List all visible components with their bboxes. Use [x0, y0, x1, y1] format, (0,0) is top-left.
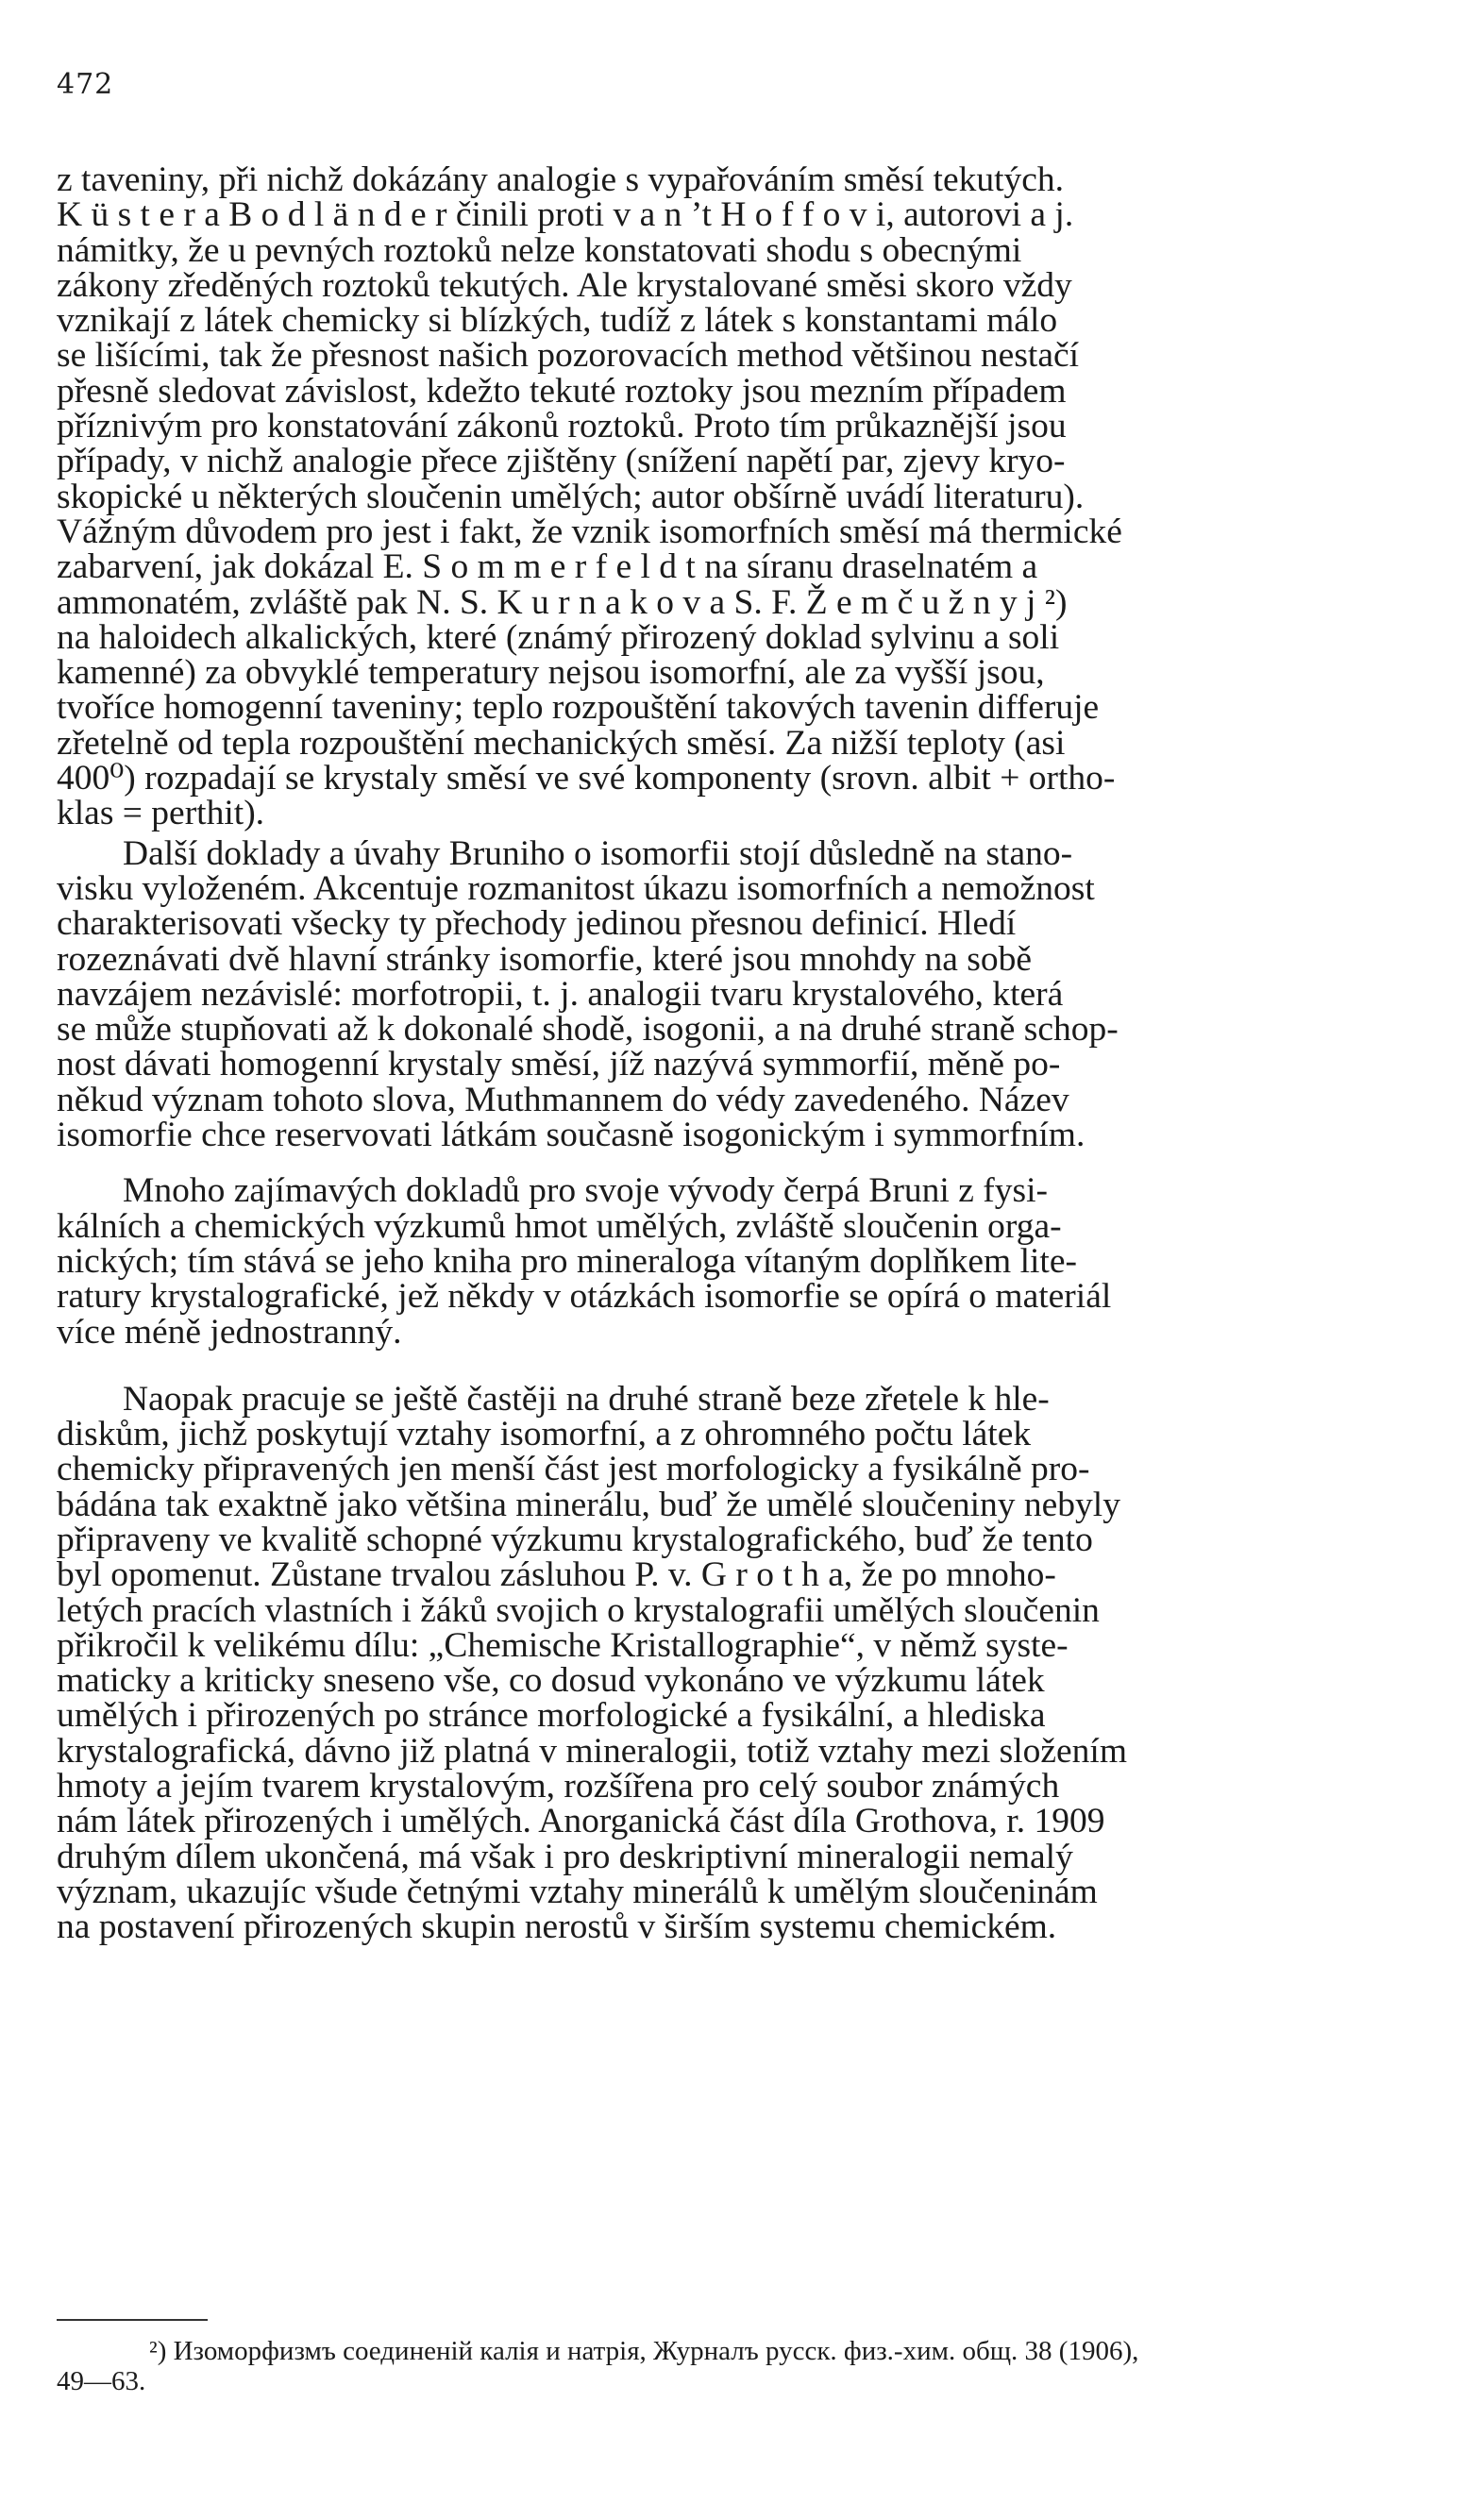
text-line: se lišícími, tak že přesnost našich pozorovacích method většinou nestačí: [57, 336, 1080, 376]
text-line: visku vyloženém. Akcentuje rozmanitost úkazu isomorfních a nemožnost: [57, 868, 1095, 908]
text-line: na haloidech alkalických, které (známý přirozený doklad sylvinu a soli: [57, 617, 1060, 657]
text-line: Mnoho zajímavých dokladů pro svoje vývody čerpá Bruni z fysi-: [123, 1171, 1048, 1211]
paragraph-2: [57, 833, 1435, 1155]
text-line: na postavení přirozených skupin nerostů v širším systemu chemickém.: [57, 1907, 1057, 1947]
text-line: hmoty a jejím tvarem krystalovým, rozšířena pro celý soubor známých: [57, 1767, 1060, 1806]
text-line: námitky, že u pevných roztoků nelze konstatovati shodu s obecnými: [57, 230, 1022, 270]
text-line: chemicky připravených jen menší část jest morfologicky a fysikálně pro-: [57, 1450, 1090, 1489]
text-line: byl opomenut. Zůstane trvalou zásluhou P. v. G r o t h a, že po mnoho-: [57, 1555, 1056, 1595]
text-line: nám látek přirozených i umělých. Anorganická část díla Grothova, r. 1909: [57, 1802, 1105, 1841]
text-line: případy, v nichž analogie přece zjištěny (snížení napětí par, zjevy kryo-: [57, 442, 1066, 481]
paragraph-1: [57, 162, 1435, 832]
footnote-line: ²) Изоморфизмъ соединенiй калiя и натрiя, Журналъ русск. физ.-хим. общ. 38 (1906),: [149, 2336, 1139, 2366]
text-line: nost dávati homogenní krystaly směsí, jíž nazývá symmorfií, měně po-: [57, 1045, 1061, 1084]
text-line: isomorfie chce reservovati látkám současně isogonickým i symmorfním.: [57, 1116, 1086, 1155]
text-line: kálních a chemických výzkumů hmot umělých, zvláště sloučenin orga-: [57, 1206, 1062, 1246]
footnote: [57, 2336, 1435, 2396]
text-line: letých pracích vlastních i žáků svojich o krystalografii umělých sloučenin: [57, 1590, 1100, 1630]
text-line: Vážným důvodem pro jest i fakt, že vznik isomorfních směsí má thermické: [57, 512, 1122, 551]
text-line: přikročil k velikému dílu: „Chemische Kristallographie“, v němž syste-: [57, 1625, 1069, 1665]
footnote-line: 49—63.: [57, 2366, 146, 2396]
text-line: Další doklady a úvahy Bruniho o isomorfii stojí důsledně na stano-: [123, 833, 1073, 873]
text-line: ammonatém, zvláště pak N. S. K u r n a k o v a S. F. Ž e m č u ž n y j ²): [57, 582, 1068, 622]
text-line: bádána tak exaktně jako většina minerálu, buď že umělé sloučeniny nebyly: [57, 1485, 1120, 1524]
text-line: nických; tím stává se jeho kniha pro mineraloga vítaným doplňkem lite-: [57, 1241, 1077, 1281]
text-line: zřetelně od tepla rozpouštění mechanických směsí. Za nižší teploty (asi: [57, 723, 1066, 763]
text-line: druhým dílem ukončená, má však i pro deskriptivní mineralogii nemalý: [57, 1837, 1073, 1876]
text-line: se může stupňovati až k dokonalé shodě, isogonii, a na druhé straně schop-: [57, 1010, 1119, 1050]
body-text: [57, 162, 1435, 1945]
footnote-divider: [57, 2319, 208, 2321]
text-line: zabarvení, jak dokázal E. S o m m e r f e l d t na síranu draselnatém a: [57, 547, 1038, 587]
text-line: diskům, jichž poskytují vztahy isomorfní, a z ohromného počtu látek: [57, 1415, 1032, 1454]
text-line: klas = perthit).: [57, 794, 265, 833]
text-line: 400⁰) rozpadají se krystaly směsí ve své komponenty (srovn. albit + ortho-: [57, 759, 1116, 798]
text-line: Naopak pracuje se ještě častěji na druhé straně beze zřetele k hle-: [123, 1379, 1050, 1419]
text-line: rozeznávati dvě hlavní stránky isomorfie, které jsou mnohdy na sobě: [57, 939, 1033, 979]
text-line: navzájem nezávislé: morfotropii, t. j. analogii tvaru krystalového, která: [57, 974, 1064, 1014]
text-line: připraveny ve kvalitě schopné výzkumu krystalografického, buď že tento: [57, 1520, 1093, 1559]
text-line: někud význam tohoto slova, Muthmannem do védy zavedeného. Název: [57, 1080, 1069, 1119]
text-line: význam, ukazujíc všude četnými vztahy minerálů k umělým sloučeninám: [57, 1872, 1098, 1911]
text-line: tvoříce homogenní taveniny; teplo rozpouštění takových tavenin differuje: [57, 688, 1100, 728]
paragraph-4: [57, 1379, 1435, 1947]
text-line: skopické u některých sloučenin umělých; autor obšírně uvádí literaturu).: [57, 477, 1085, 516]
text-line: příznivým pro konstatování zákonů roztoků. Proto tím průkaznější jsou: [57, 407, 1067, 446]
text-line: krystalografická, dávno již platná v mineralogii, totiž vztahy mezi složením: [57, 1731, 1128, 1771]
text-line: K ü s t e r a B o d l ä n d e r činili proti v a n ’t H o f f o v i, autorovi a j.: [57, 195, 1074, 235]
text-line: vznikají z látek chemicky si blízkých, tudíž z látek s konstantami málo: [57, 301, 1058, 341]
text-line: maticky a kriticky sneseno vše, co dosud vykonáno ve výzkumu látek: [57, 1661, 1045, 1701]
text-line: více méně jednostranný.: [57, 1312, 402, 1352]
text-line: charakterisovati všecky ty přechody jedinou přesnou definicí. Hledí: [57, 904, 1017, 944]
text-line: umělých i přirozených po stránce morfologické a fysikální, a hlediska: [57, 1696, 1046, 1736]
text-line: zákony zředěných roztoků tekutých. Ale krystalované směsi skoro vždy: [57, 265, 1072, 305]
page-number: 472: [57, 68, 114, 101]
paragraph-3: [57, 1171, 1435, 1352]
text-line: přesně sledovat závislost, kdežto tekuté roztoky jsou mezním případem: [57, 371, 1067, 411]
text-line: kamenné) za obvyklé temperatury nejsou isomorfní, ale za vyšší jsou,: [57, 653, 1045, 693]
text-line: z taveniny, při nichž dokázány analogie s vypařováním směsí tekutých.: [57, 160, 1065, 199]
text-line: ratury krystalografické, jež někdy v otázkách isomorfie se opírá o materiál: [57, 1277, 1112, 1317]
